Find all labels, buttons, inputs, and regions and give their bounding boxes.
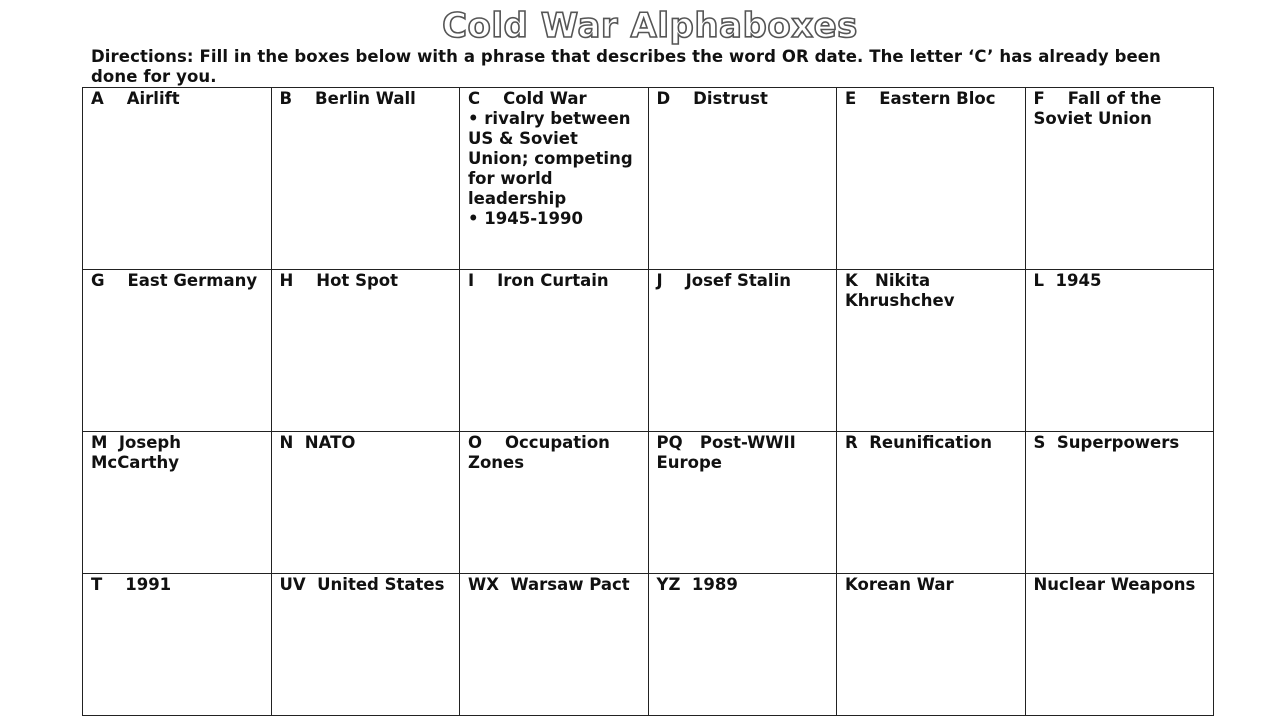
cell-text: D Distrust — [656, 89, 768, 108]
alphabox-cell-c[interactable] — [460, 88, 649, 270]
grid-row — [83, 574, 1214, 716]
cell-text: H Hot Spot — [279, 271, 398, 290]
cell-text: J Josef Stalin — [656, 271, 791, 290]
alphabox-cell-h[interactable] — [271, 270, 460, 432]
alphabox-cell-uv[interactable] — [271, 574, 460, 716]
cell-text: I Iron Curtain — [468, 271, 609, 290]
cell-text: YZ 1989 — [656, 575, 738, 594]
cell-text: E Eastern Bloc — [845, 89, 996, 108]
alphabox-cell-l[interactable] — [1025, 270, 1214, 432]
cell-text: M Joseph McCarthy — [91, 433, 187, 472]
cell-text: N NATO — [279, 433, 356, 452]
directions-text: Directions: Fill in the boxes below with a phrase that describes the word OR date. The letter ‘C’ has already been done for you. — [91, 47, 1161, 86]
alphabox-cell-yz[interactable] — [648, 574, 837, 716]
cell-text: B Berlin Wall — [279, 89, 416, 108]
cell-text: G East Germany — [91, 271, 258, 290]
cell-text: WX Warsaw Pact — [468, 575, 630, 594]
alphabox-cell-m[interactable] — [83, 432, 272, 574]
alphabox-cell-o[interactable] — [460, 432, 649, 574]
cell-text: Korean War — [845, 575, 954, 594]
cell-text: L 1945 — [1033, 271, 1102, 290]
alphabox-cell-j[interactable] — [648, 270, 837, 432]
grid-row — [83, 432, 1214, 574]
alphabox-cell-pq[interactable] — [648, 432, 837, 574]
page-title: Cold War Alphaboxes — [442, 6, 858, 46]
cell-text: O Occupation Zones — [468, 433, 616, 472]
alphabox-cell-n[interactable] — [271, 432, 460, 574]
cell-text: Nuclear Weapons — [1033, 575, 1196, 594]
cell-text: PQ Post-WWII Europe — [656, 433, 802, 472]
alphabox-cell-g[interactable] — [83, 270, 272, 432]
alphabox-cell-nuclear-weapons[interactable] — [1025, 574, 1214, 716]
cell-text: S Superpowers — [1033, 433, 1180, 452]
grid-row — [83, 270, 1214, 432]
alphabox-cell-s[interactable] — [1025, 432, 1214, 574]
alphabox-cell-d[interactable] — [648, 88, 837, 270]
grid-row — [83, 88, 1214, 270]
cell-text: C Cold War • rivalry between US & Soviet Union; competing for world leadership • 1945-1990 — [468, 89, 633, 228]
alphabox-grid — [82, 87, 1214, 716]
alphabox-cell-t[interactable] — [83, 574, 272, 716]
alphabox-cell-korean-war[interactable] — [837, 574, 1026, 716]
alphabox-cell-i[interactable] — [460, 270, 649, 432]
alphabox-cell-b[interactable] — [271, 88, 460, 270]
alphabox-cell-r[interactable] — [837, 432, 1026, 574]
cell-text: T 1991 — [91, 575, 172, 594]
cell-text: F Fall of the Soviet Union — [1033, 89, 1168, 128]
alphabox-cell-f[interactable] — [1025, 88, 1214, 270]
alphabox-cell-wx[interactable] — [460, 574, 649, 716]
cell-text: UV United States — [279, 575, 445, 594]
alphabox-cell-e[interactable] — [837, 88, 1026, 270]
alphabox-cell-a[interactable] — [83, 88, 272, 270]
alphabox-cell-k[interactable] — [837, 270, 1026, 432]
cell-text: A Airlift — [91, 89, 180, 108]
cell-text: K Nikita Khrushchev — [845, 271, 955, 310]
cell-text: R Reunification — [845, 433, 993, 452]
